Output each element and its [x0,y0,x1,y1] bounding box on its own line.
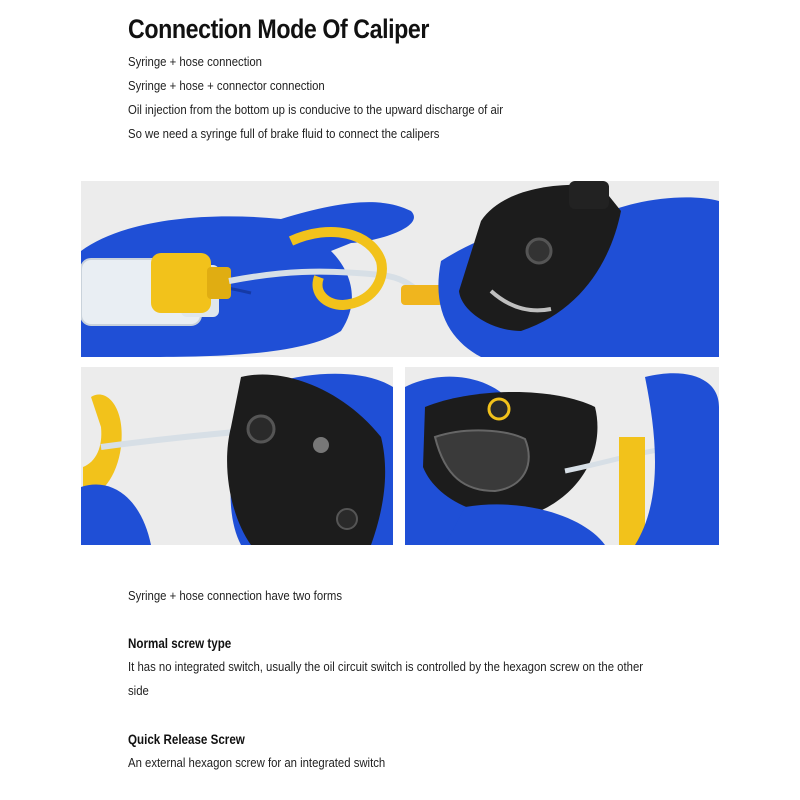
forms-note: Syringe + hose connection have two forms [128,588,343,603]
intro-list [128,50,564,146]
section-body: It has no integrated switch, usually the oil circuit switch is controlled by the hexagon screw on the other side [128,659,644,698]
section-body: An external hexagon screw for an integrated switch [128,755,386,770]
page-title: Connection Mode Of Caliper [128,14,430,44]
intro-line: So we need a syringe full of brake fluid to connect the calipers [128,126,440,141]
intro-line: Syringe + hose connection [128,54,262,69]
section-normal-screw [128,636,748,703]
photo-normal-screw [81,367,393,545]
photo-quick-release-screw [405,367,719,545]
section-quick-release [128,732,748,775]
intro-line: Syringe + hose + connector connection [128,78,325,93]
section-heading: Normal screw type [128,636,232,651]
section-heading: Quick Release Screw [128,732,245,747]
intro-line: Oil injection from the bottom up is conducive to the upward discharge of air [128,102,504,117]
photo-syringe-to-caliper [81,181,719,357]
